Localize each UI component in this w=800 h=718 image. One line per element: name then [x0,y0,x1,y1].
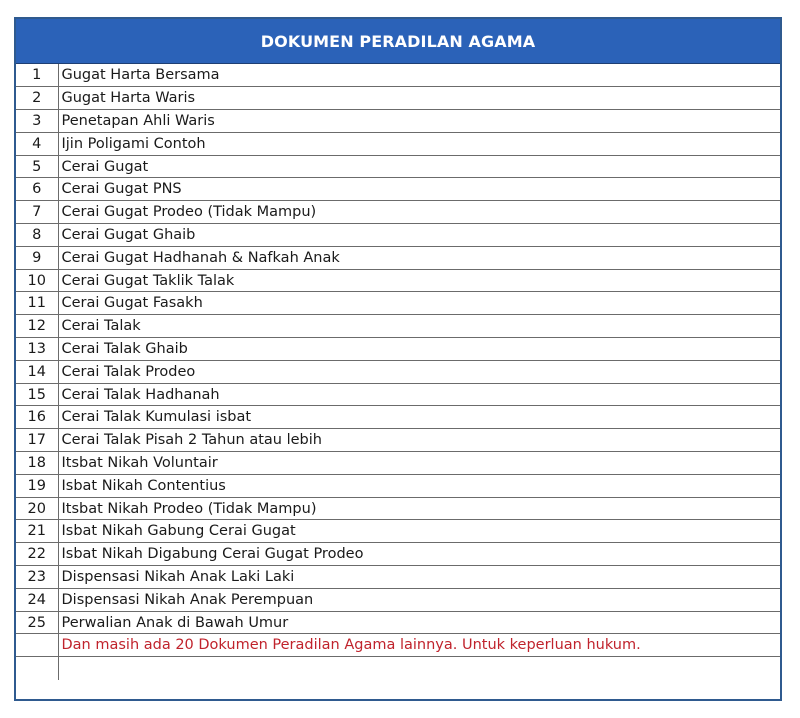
table-row [16,132,780,155]
row-number: 25 [16,611,58,634]
row-number: 16 [16,406,58,429]
table-row [16,269,780,292]
table-row [16,315,780,338]
document-name: Cerai Gugat Taklik Talak [58,269,780,292]
document-name: Gugat Harta Waris [58,87,780,110]
note-number-cell [16,634,58,657]
footnote-text: Dan masih ada 20 Dokumen Peradilan Agama lainnya. Untuk keperluan hukum. [58,634,780,657]
row-number: 7 [16,201,58,224]
table-row [16,543,780,566]
document-name: Cerai Gugat [58,155,780,178]
table-row [16,566,780,589]
row-number: 5 [16,155,58,178]
document-name: Cerai Talak Pisah 2 Tahun atau lebih [58,429,780,452]
document-name: Cerai Gugat Prodeo (Tidak Mampu) [58,201,780,224]
document-name: Cerai Talak Hadhanah [58,383,780,406]
table-row [16,520,780,543]
empty-number-cell [16,657,58,680]
document-name: Dispensasi Nikah Anak Perempuan [58,588,780,611]
row-number: 15 [16,383,58,406]
table-row [16,429,780,452]
empty-row [16,657,780,680]
document-name: Isbat Nikah Digabung Cerai Gugat Prodeo [58,543,780,566]
row-number: 2 [16,87,58,110]
row-number: 19 [16,474,58,497]
document-table [16,64,780,680]
row-number: 4 [16,132,58,155]
table-row [16,224,780,247]
table-row [16,497,780,520]
document-name: Cerai Talak [58,315,780,338]
table-row [16,64,780,87]
table-row [16,406,780,429]
table-row [16,611,780,634]
document-name: Cerai Gugat Ghaib [58,224,780,247]
table-row [16,292,780,315]
document-name: Cerai Gugat Fasakh [58,292,780,315]
table-row [16,452,780,475]
table-row [16,110,780,133]
document-name: Cerai Gugat PNS [58,178,780,201]
row-number: 6 [16,178,58,201]
empty-text-cell [58,657,780,680]
note-row [16,634,780,657]
document-name: Penetapan Ahli Waris [58,110,780,133]
row-number: 20 [16,497,58,520]
table-row [16,360,780,383]
document-name: Cerai Talak Kumulasi isbat [58,406,780,429]
document-name: Cerai Talak Prodeo [58,360,780,383]
document-name: Cerai Gugat Hadhanah & Nafkah Anak [58,246,780,269]
document-name: Ijin Poligami Contoh [58,132,780,155]
table-row [16,246,780,269]
table-row [16,155,780,178]
row-number: 8 [16,224,58,247]
table-row [16,383,780,406]
table-body [16,64,780,680]
row-number: 22 [16,543,58,566]
row-number: 21 [16,520,58,543]
row-number: 3 [16,110,58,133]
document-frame [14,17,782,701]
table-row [16,338,780,361]
document-name: Isbat Nikah Contentius [58,474,780,497]
row-number: 24 [16,588,58,611]
row-number: 12 [16,315,58,338]
row-number: 13 [16,338,58,361]
page-title: DOKUMEN PERADILAN AGAMA [16,19,780,64]
row-number: 10 [16,269,58,292]
document-name: Itsbat Nikah Voluntair [58,452,780,475]
row-number: 23 [16,566,58,589]
row-number: 11 [16,292,58,315]
row-number: 18 [16,452,58,475]
row-number: 9 [16,246,58,269]
table-row [16,178,780,201]
document-name: Dispensasi Nikah Anak Laki Laki [58,566,780,589]
document-name: Isbat Nikah Gabung Cerai Gugat [58,520,780,543]
document-name: Perwalian Anak di Bawah Umur [58,611,780,634]
row-number: 14 [16,360,58,383]
document-name: Gugat Harta Bersama [58,64,780,87]
row-number: 1 [16,64,58,87]
document-name: Cerai Talak Ghaib [58,338,780,361]
table-row [16,588,780,611]
table-row [16,87,780,110]
row-number: 17 [16,429,58,452]
table-row [16,474,780,497]
table-row [16,201,780,224]
document-name: Itsbat Nikah Prodeo (Tidak Mampu) [58,497,780,520]
